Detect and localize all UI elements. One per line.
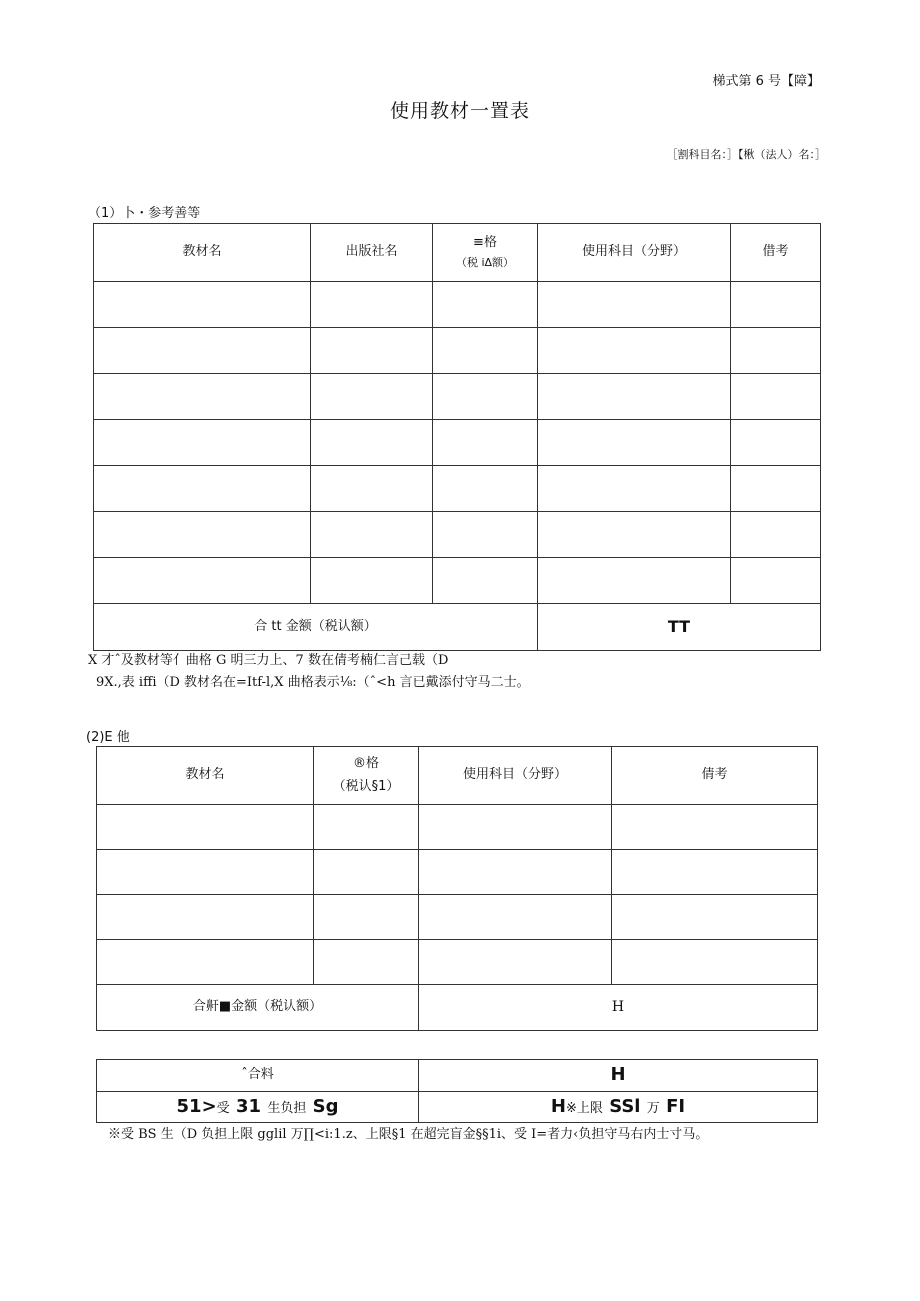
col-header-price	[433, 224, 538, 282]
cell-name[interactable]	[94, 282, 311, 328]
cell-remarks[interactable]	[612, 805, 818, 850]
summary-row-total	[97, 1060, 818, 1092]
burden-value-part: 万	[646, 1100, 660, 1116]
cell-price[interactable]	[314, 895, 419, 940]
cell-price[interactable]	[314, 940, 419, 985]
summary-total-value[interactable]: H	[419, 1060, 818, 1092]
cell-price[interactable]	[433, 420, 538, 466]
cell-name[interactable]	[94, 558, 311, 604]
cell-subject[interactable]	[538, 282, 731, 328]
cell-remarks[interactable]	[731, 420, 821, 466]
cell-subject[interactable]	[538, 558, 731, 604]
section1-note-line1: X 才ˆ及教材等亻曲格 G 明三力上、7 数在倩考楠仁言己载（D	[88, 653, 449, 668]
total-value[interactable]: TT	[538, 604, 821, 651]
cell-remarks[interactable]	[731, 282, 821, 328]
table-row	[97, 895, 818, 940]
cell-price[interactable]	[314, 850, 419, 895]
cell-price[interactable]	[433, 512, 538, 558]
burden-value-part: ※上限	[566, 1100, 603, 1116]
cell-price[interactable]	[433, 466, 538, 512]
cell-price[interactable]	[433, 558, 538, 604]
cell-publisher[interactable]	[311, 558, 433, 604]
cell-price[interactable]	[433, 328, 538, 374]
cell-remarks[interactable]	[612, 895, 818, 940]
cell-subject[interactable]	[538, 466, 731, 512]
section2-heading: (2)E 他	[86, 730, 130, 745]
cell-price[interactable]	[314, 805, 419, 850]
cell-publisher[interactable]	[311, 328, 433, 374]
col-header-remarks: 借考	[731, 224, 821, 282]
cell-name[interactable]	[97, 850, 314, 895]
other-materials-table	[96, 746, 818, 1031]
cell-subject[interactable]	[419, 940, 612, 985]
cell-price[interactable]	[433, 374, 538, 420]
col-header-price-label: ≡格	[473, 235, 497, 251]
cell-publisher[interactable]	[311, 282, 433, 328]
summary-total-label: ˆ合料	[97, 1060, 419, 1092]
cell-subject[interactable]	[419, 805, 612, 850]
summary-table	[96, 1059, 818, 1123]
cell-name[interactable]	[97, 940, 314, 985]
cell-remarks[interactable]	[731, 512, 821, 558]
total-value[interactable]: H	[419, 985, 818, 1031]
cell-remarks[interactable]	[612, 850, 818, 895]
cell-remarks[interactable]	[731, 558, 821, 604]
textbook-table	[93, 223, 821, 651]
cell-subject[interactable]	[538, 328, 731, 374]
col-header-price-label: ®格	[352, 756, 379, 772]
cell-name[interactable]	[97, 805, 314, 850]
table-row	[94, 512, 821, 558]
total-row	[97, 985, 818, 1031]
table-row	[94, 558, 821, 604]
burden-value-part: FI	[666, 1095, 686, 1117]
col-header-name: 教材名	[97, 747, 314, 805]
col-header-price-sub: （税认§1）	[332, 778, 400, 794]
table-row	[97, 805, 818, 850]
cell-subject[interactable]	[419, 895, 612, 940]
table-header-row	[97, 747, 818, 805]
cell-subject[interactable]	[538, 420, 731, 466]
cell-publisher[interactable]	[311, 512, 433, 558]
summary-row-burden	[97, 1091, 818, 1123]
cell-name[interactable]	[97, 895, 314, 940]
burden-label-part: Sg	[312, 1095, 339, 1117]
table-row	[94, 374, 821, 420]
table-row	[94, 466, 821, 512]
table-header-row	[94, 224, 821, 282]
col-header-name: 教材名	[94, 224, 311, 282]
burden-label-part: 51>	[176, 1095, 217, 1117]
total-row	[94, 604, 821, 651]
cell-name[interactable]	[94, 466, 311, 512]
cell-remarks[interactable]	[731, 328, 821, 374]
cell-remarks[interactable]	[612, 940, 818, 985]
cell-publisher[interactable]	[311, 466, 433, 512]
school-corporation-fields: ［割科目名：］【楸（法人）名：］	[666, 148, 826, 161]
cell-remarks[interactable]	[731, 374, 821, 420]
col-header-subject: 使用科目（分野）	[538, 224, 731, 282]
table-row	[94, 420, 821, 466]
student-burden-label	[97, 1091, 419, 1123]
cell-price[interactable]	[433, 282, 538, 328]
summary-footnote: ※受 BS 生（D 负担上限 gglil 万∏<i:1.z、上限§1 在超完盲金§§1i、受 I=者力‹负担守马右内士寸马。	[108, 1127, 709, 1142]
cell-subject[interactable]	[538, 512, 731, 558]
burden-label-part: 生负担	[267, 1100, 307, 1116]
total-label: 合 tt 金额（税认额）	[94, 604, 538, 651]
total-label: 合鼾■金额（税认额）	[97, 985, 419, 1031]
table-row	[94, 328, 821, 374]
section1-heading: （1）卜・参考善等	[88, 206, 201, 221]
cell-name[interactable]	[94, 420, 311, 466]
cell-remarks[interactable]	[731, 466, 821, 512]
col-header-publisher: 出版社名	[311, 224, 433, 282]
table-row	[97, 940, 818, 985]
table-row	[97, 850, 818, 895]
cell-subject[interactable]	[538, 374, 731, 420]
student-burden-value[interactable]	[419, 1091, 818, 1123]
section1-note-line2: 9X.,表 iffi（D 教材名在=Itf-l,X 曲格表示⅛:（ˆ<h 言已戴添付守马二士。	[96, 675, 530, 690]
cell-name[interactable]	[94, 512, 311, 558]
col-header-subject: 使用科目（分野）	[419, 747, 612, 805]
cell-subject[interactable]	[419, 850, 612, 895]
burden-label-part: 31	[235, 1095, 262, 1117]
burden-value-part: SSl	[609, 1095, 641, 1117]
page-title: 使用教材一置表	[389, 100, 530, 122]
cell-publisher[interactable]	[311, 420, 433, 466]
cell-publisher[interactable]	[311, 374, 433, 420]
col-header-price-sub: （税 iΔ额）	[455, 256, 515, 270]
col-header-remarks: 倩考	[612, 747, 818, 805]
burden-value-part: H	[550, 1095, 566, 1117]
table-row	[94, 282, 821, 328]
cell-name[interactable]	[94, 328, 311, 374]
cell-name[interactable]	[94, 374, 311, 420]
burden-label-part: 受	[216, 1100, 230, 1116]
form-number: 梯式第 6 号【障】	[712, 74, 820, 89]
col-header-price	[314, 747, 419, 805]
